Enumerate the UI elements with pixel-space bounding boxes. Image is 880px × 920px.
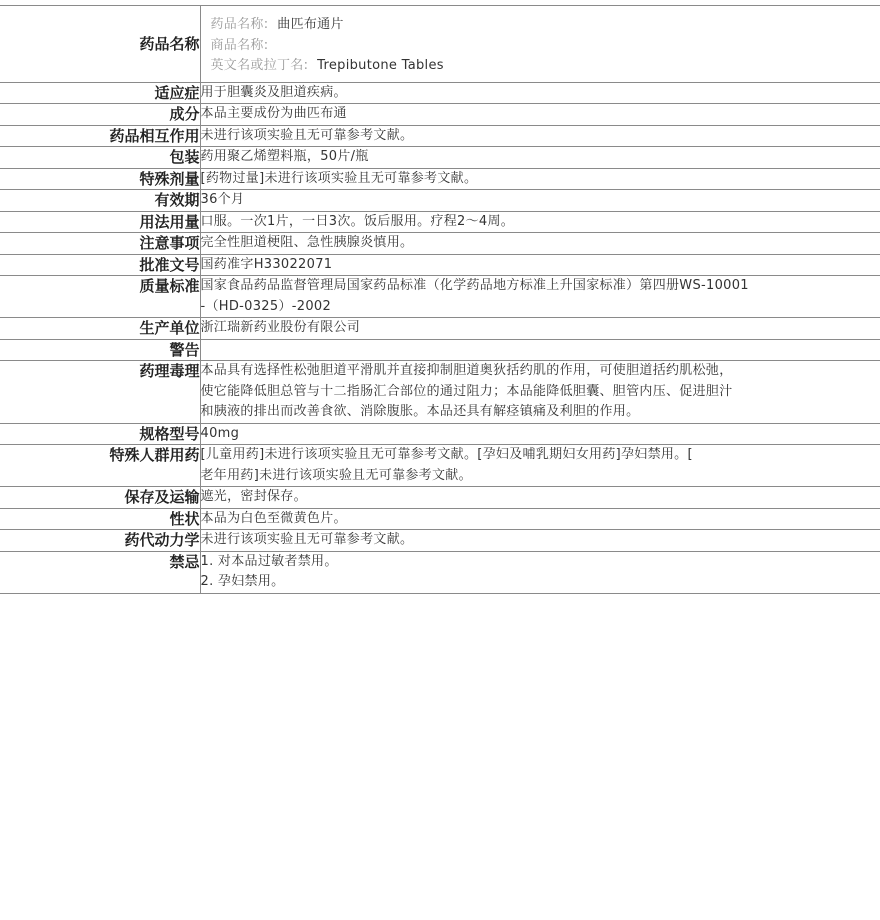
- table-row-specification: [0, 423, 880, 445]
- row-value: [200, 147, 880, 169]
- table-row-pharmacokinetics: [0, 530, 880, 552]
- row-value-text: 36个月: [200, 192, 245, 207]
- row-value: [200, 168, 880, 190]
- table-row-description: [0, 508, 880, 530]
- row-value: [200, 125, 880, 147]
- row-value-text: 浙江瑞新药业股份有限公司: [200, 320, 361, 335]
- row-label: 成分: [0, 104, 200, 126]
- row-value-text: [201, 340, 880, 361]
- table-row-special-populations: [0, 445, 880, 487]
- row-value: [200, 276, 880, 318]
- row-value-text: 遮光，密封保存。: [200, 489, 307, 504]
- english-name-value: Trepibutone Tables: [317, 58, 444, 73]
- table-row-ingredients: [0, 104, 880, 126]
- row-value: [200, 190, 880, 212]
- row-value: [200, 318, 880, 340]
- row-value: [200, 551, 880, 593]
- drug-name-values: [200, 6, 880, 83]
- row-label: 规格型号: [0, 423, 200, 445]
- table-row-drug-name: [0, 6, 880, 83]
- row-value: [200, 339, 880, 361]
- row-label: 质量标准: [0, 276, 200, 318]
- table-row-quality-standard: [0, 276, 880, 318]
- row-value: [200, 233, 880, 255]
- row-label: 性状: [0, 508, 200, 530]
- row-value-text: 国家食品药品监督管理局国家药品标准（化学药品地方标准上升国家标准）第四册WS-10001 -（HD-0325）-2002: [200, 278, 749, 314]
- table-row-storage: [0, 487, 880, 509]
- english-name-key: 英文名或拉丁名:: [210, 58, 309, 73]
- table-row-interactions: [0, 125, 880, 147]
- row-label: 包装: [0, 147, 200, 169]
- row-label: 禁忌: [0, 551, 200, 593]
- row-value: [200, 423, 880, 445]
- row-value: [200, 82, 880, 104]
- row-label: 药理毒理: [0, 361, 200, 424]
- row-value-text: 未进行该项实验且无可靠参考文献。: [200, 532, 414, 547]
- row-label: 适应症: [0, 82, 200, 104]
- row-value-text: 口服。一次1片，一日3次。饭后服用。疗程2～4周。: [200, 213, 515, 229]
- row-value: [200, 445, 880, 487]
- row-value: [200, 361, 880, 424]
- row-label: 批准文号: [0, 254, 200, 276]
- row-label: 特殊剂量: [0, 168, 200, 190]
- row-label: 警告: [0, 339, 200, 361]
- row-label: 药品名称: [0, 6, 200, 83]
- row-value: [200, 530, 880, 552]
- trade-name-key: 商品名称:: [210, 37, 269, 53]
- row-value: [200, 104, 880, 126]
- table-row-dosage: [0, 211, 880, 233]
- row-value-text: 用于胆囊炎及胆道疾病。: [200, 84, 347, 100]
- row-label: 药品相互作用: [0, 125, 200, 147]
- table-row-packaging: [0, 147, 880, 169]
- generic-name-key: 药品名称:: [210, 17, 269, 32]
- row-value-text: 40mg: [200, 425, 240, 441]
- row-value-text: 本品为白色至微黄色片。: [200, 510, 347, 526]
- row-label: 特殊人群用药: [0, 445, 200, 487]
- row-value: [200, 487, 880, 509]
- row-value: [200, 508, 880, 530]
- row-value-text: 本品具有选择性松弛胆道平滑肌并直接抑制胆道奥狄括约肌的作用，可使胆道括约肌松弛， 使它能降低胆总管与十二指肠汇合部位的通过阻力；本品能降低胆囊、胆管内压、促进胆汁 和胰液的排出而改善食欲、消除腹胀。本品还具有解痉镇痛及利胆的作用。: [200, 363, 733, 419]
- row-label: 用法用量: [0, 211, 200, 233]
- table-row-indications: [0, 82, 880, 104]
- table-row-manufacturer: [0, 318, 880, 340]
- table-row-warning: [0, 339, 880, 361]
- row-value-text: 1. 对本品过敏者禁用。 2. 孕妇禁用。: [200, 553, 338, 589]
- table-row-approval-number: [0, 254, 880, 276]
- row-value: [200, 211, 880, 233]
- row-value-text: 完全性胆道梗阻、急性胰腺炎慎用。: [200, 235, 414, 250]
- row-label: 有效期: [0, 190, 200, 212]
- drug-info-table: [0, 5, 880, 594]
- row-value: [200, 254, 880, 276]
- table-row-pharmacology: [0, 361, 880, 424]
- row-value-text: 国药准字H33022071: [200, 256, 333, 272]
- table-row-contraindications: [0, 551, 880, 593]
- row-value-text: [药物过量]未进行该项实验且无可靠参考文献。: [200, 170, 478, 186]
- table-row-special-dosage: [0, 168, 880, 190]
- row-value-text: 本品主要成份为曲匹布通: [200, 106, 347, 121]
- trade-name-line: [211, 36, 871, 57]
- generic-name-value: 曲匹布通片: [277, 17, 344, 32]
- row-value-text: [儿童用药]未进行该项实验且无可靠参考文献。[孕妇及哺乳期妇女用药]孕妇禁用。[ 老年用药]未进行该项实验且无可靠参考文献。: [200, 447, 693, 483]
- row-label: 生产单位: [0, 318, 200, 340]
- generic-name-line: [211, 15, 871, 36]
- table-row-shelf-life: [0, 190, 880, 212]
- row-label: 保存及运输: [0, 487, 200, 509]
- table-row-precautions: [0, 233, 880, 255]
- row-value-text: 未进行该项实验且无可靠参考文献。: [200, 127, 414, 143]
- row-label: 药代动力学: [0, 530, 200, 552]
- row-value-text: 药用聚乙烯塑料瓶，50片/瓶: [200, 149, 369, 164]
- row-label: 注意事项: [0, 233, 200, 255]
- english-name-line: [211, 56, 871, 77]
